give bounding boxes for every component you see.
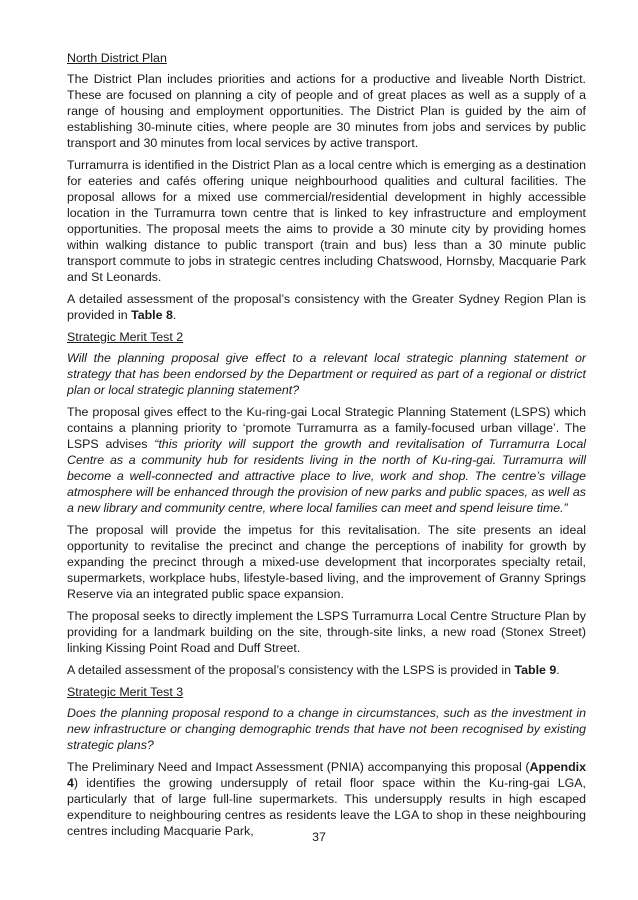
question-test-2: Will the planning proposal give effect to a relevant local strategic planning statement or strategy that has been endorsed by the Department or required as part of a regional or district plan or local strategic planning statement? <box>67 351 586 397</box>
heading-strategic-merit-test-3: Strategic Merit Test 3 <box>67 685 184 699</box>
appendix-4-reference: Appendix 4 <box>67 760 586 790</box>
heading-strategic-merit-test-2: Strategic Merit Test 2 <box>67 330 184 344</box>
paragraph-structure-plan: The proposal seeks to directly implement the LSPS Turramurra Local Centre Structure Plan by providing for a landmark building on the site, through-site links, a new road (Stonex Street) linking Kissing Point Road and Duff Street. <box>67 609 586 655</box>
table-9-reference: Table 9 <box>514 663 557 677</box>
paragraph-pnia <box>67 759 586 839</box>
heading-north-district-plan: North District Plan <box>67 51 167 65</box>
text: ) identifies the growing undersupply of retail floor space within the Ku-ring-gai LGA, particularly that of large full-line supermarkets. This undersupply results in high escaped expenditure to neighbouring centres as residents leave the LGA to shop in these neighbouring centres including Macquarie Park, <box>67 776 586 838</box>
text: . <box>556 663 560 677</box>
table-8-reference: Table 8 <box>131 308 173 322</box>
lsps-quote: “this priority will support the growth and revitalisation of Turramurra Local Centre as a community hub for residents living in the north of Ku-ring-gai. Turramurra will become a well-connected and attractive place to live, work and shop. The centre’s village atmosphere will be enhanced through the provision of new parks and public spaces, as well as a new library and community centre, where local families can meet and spend leisure time.” <box>67 437 586 515</box>
paragraph-turramurra-local-centre: Turramurra is identified in the District Plan as a local centre which is emerging as a destination for eateries and cafés offering unique neighbourhood qualities and cultural facilities. The proposal allows for a mixed use commercial/residential development in highly accessible location in the Turramurra town centre that is linked to key infrastructure and employment opportunities. The proposal meets the aims to provide a 30 minute city by providing homes within walking distance to public transport (train and bus) less than a 30 minute public transport commute to jobs in strategic centres including Chatswood, Hornsby, Macquarie Park and St Leonards. <box>67 158 586 284</box>
paragraph-table-9-reference <box>67 662 586 678</box>
text: A detailed assessment of the proposal’s consistency with the LSPS is provided in <box>67 663 515 677</box>
text: . <box>172 308 177 322</box>
paragraph-lsps <box>67 404 586 516</box>
page-number: 37 <box>312 830 326 844</box>
paragraph-district-plan: The District Plan includes priorities and actions for a productive and liveable North District. These are focused on planning a city of people and of great places as well as a supply of a range of housing and employment opportunities. The District Plan is guided by the aim of establishing 30-minute cities, where people are 30 minutes from jobs and services by public transport and 30 minutes from local services by active transport. <box>67 72 586 150</box>
paragraph-revitalisation: The proposal will provide the impetus for this revitalisation. The site presents an ideal opportunity to revitalise the precinct and change the perceptions of inability for growth by expanding the precinct through a mixed-use development that incorporates specialty retail, supermarkets, workplace hubs, lifestyle-based living, and the improvement of Granny Springs Reserve via an integrated public space expansion. <box>67 523 586 601</box>
text: The Preliminary Need and Impact Assessment (PNIA) accompanying this proposal ( <box>67 760 530 774</box>
question-test-3: Does the planning proposal respond to a change in circumstances, such as the investment in new infrastructure or changing demographic trends that have not been recognised by existing strategic plans? <box>67 706 586 752</box>
text: A detailed assessment of the proposal’s consistency with the Greater Sydney Region Plan is provided in <box>67 292 586 322</box>
text: The proposal gives effect to the Ku-ring-gai Local Strategic Planning Statement (LSPS) which contains a planning priority to ‘promote Turramurra as a family-focused urban village’. The LSPS advises <box>67 405 586 451</box>
paragraph-table-8-reference <box>67 291 586 323</box>
